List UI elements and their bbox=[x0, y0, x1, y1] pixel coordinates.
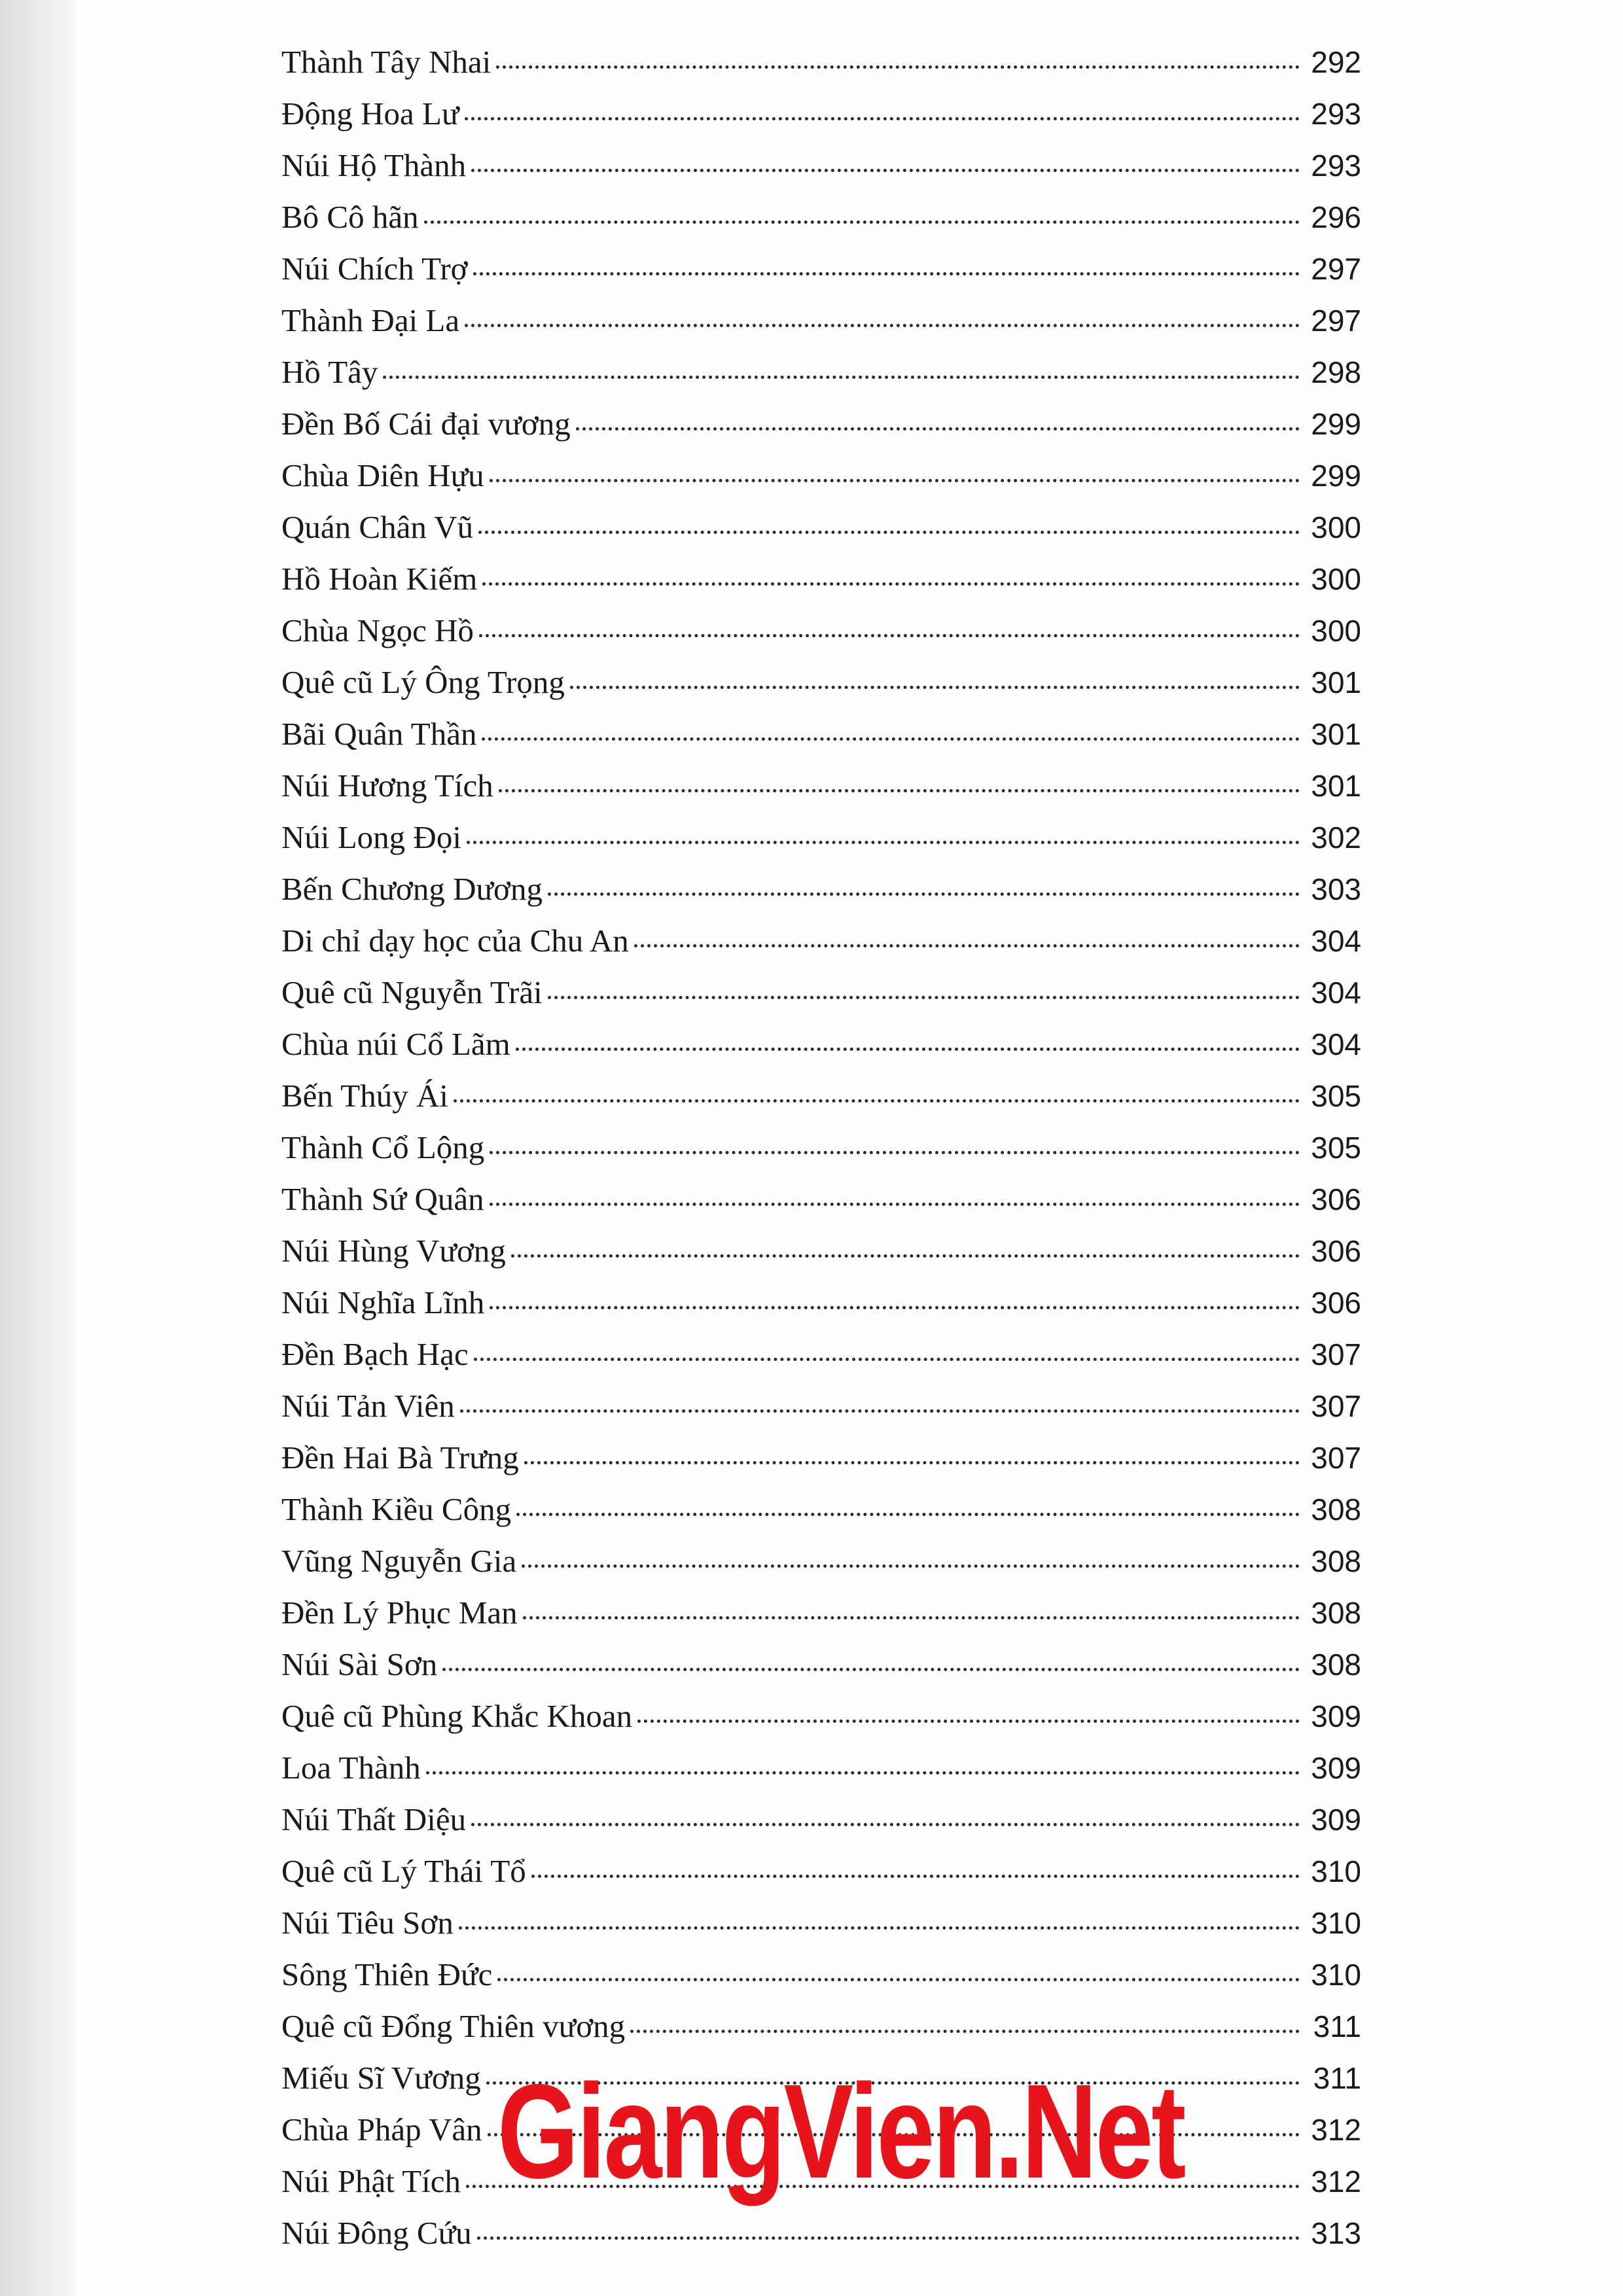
dot-leader bbox=[531, 1875, 1300, 1878]
toc-entry-page-number: 303 bbox=[1311, 872, 1361, 906]
toc-entry bbox=[281, 553, 1361, 605]
toc-entry-title: Chùa núi Cổ Lãm bbox=[281, 1026, 510, 1062]
toc-entry bbox=[281, 1535, 1361, 1587]
dot-leader bbox=[383, 376, 1300, 379]
toc-entry-page-number: 311 bbox=[1313, 2009, 1361, 2043]
dot-leader bbox=[516, 1513, 1300, 1516]
toc-entry-title: Quê cũ Phùng Khắc Khoan bbox=[281, 1698, 633, 1734]
toc-entry-title: Loa Thành bbox=[281, 1750, 421, 1786]
dot-leader bbox=[511, 1254, 1300, 1258]
toc-entry bbox=[281, 1483, 1361, 1535]
toc-entry-page-number: 308 bbox=[1311, 1596, 1361, 1630]
toc-entry-title: Hồ Tây bbox=[281, 354, 378, 390]
toc-entry bbox=[281, 1897, 1361, 1949]
toc-entry-page-number: 300 bbox=[1311, 562, 1361, 596]
toc-entry bbox=[281, 1949, 1361, 2000]
toc-entry bbox=[281, 2207, 1361, 2259]
toc-entry-title: Núi Hương Tích bbox=[281, 768, 493, 804]
toc-entry-page-number: 308 bbox=[1311, 1648, 1361, 1682]
toc-entry-title: Sông Thiên Đức bbox=[281, 1956, 493, 1992]
dot-leader bbox=[499, 789, 1300, 792]
toc-entry bbox=[281, 811, 1361, 863]
dot-leader bbox=[473, 272, 1300, 275]
toc-entry-title: Thành Cổ Lộng bbox=[281, 1129, 485, 1165]
dot-leader bbox=[454, 1099, 1300, 1103]
toc-entry bbox=[281, 1432, 1361, 1483]
dot-leader bbox=[465, 117, 1300, 120]
toc-entry-page-number: 300 bbox=[1311, 614, 1361, 648]
page-binding-edge bbox=[0, 0, 76, 2296]
toc-entry bbox=[281, 139, 1361, 191]
toc-entry-page-number: 306 bbox=[1311, 1182, 1361, 1216]
dot-leader bbox=[426, 1771, 1300, 1775]
dot-leader bbox=[490, 1151, 1300, 1154]
toc-entry-title: Vũng Nguyễn Gia bbox=[281, 1543, 517, 1579]
toc-entry bbox=[281, 1018, 1361, 1070]
toc-entry-title: Quê cũ Nguyễn Trãi bbox=[281, 974, 543, 1010]
toc-entry bbox=[281, 1277, 1361, 1328]
dot-leader bbox=[576, 427, 1300, 431]
toc-entry-title: Chùa Ngọc Hồ bbox=[281, 612, 474, 648]
toc-entry-title: Núi Thất Diệu bbox=[281, 1801, 467, 1837]
toc-entry-page-number: 307 bbox=[1311, 1389, 1361, 1423]
dot-leader bbox=[634, 944, 1300, 947]
toc-entry-title: Quê cũ Lý Ông Trọng bbox=[281, 664, 565, 700]
toc-entry bbox=[281, 915, 1361, 966]
toc-entry bbox=[281, 450, 1361, 501]
toc-entry bbox=[281, 88, 1361, 139]
toc-entry-title: Núi Tản Viên bbox=[281, 1388, 455, 1424]
toc-entry-page-number: 309 bbox=[1311, 1803, 1361, 1837]
toc-entry-title: Hồ Hoàn Kiếm bbox=[281, 561, 478, 597]
toc-entry-title: Chùa Diên Hựu bbox=[281, 457, 484, 493]
toc-entry-page-number: 305 bbox=[1311, 1131, 1361, 1165]
toc-entry-title: Núi Hộ Thành bbox=[281, 147, 467, 183]
toc-entry-page-number: 296 bbox=[1311, 200, 1361, 234]
dot-leader bbox=[471, 169, 1300, 172]
toc-entry-title: Núi Đông Cứu bbox=[281, 2215, 472, 2251]
dot-leader bbox=[630, 2030, 1300, 2033]
toc-entry bbox=[281, 243, 1361, 294]
toc-entry bbox=[281, 1070, 1361, 1122]
toc-entry-title: Quê cũ Đổng Thiên vương bbox=[281, 2008, 626, 2044]
toc-entry bbox=[281, 1587, 1361, 1638]
toc-entry-page-number: 299 bbox=[1311, 407, 1361, 441]
toc-entry bbox=[281, 191, 1361, 243]
dot-leader bbox=[482, 582, 1300, 586]
toc-entry-page-number: 297 bbox=[1311, 304, 1361, 338]
dot-leader bbox=[524, 1461, 1300, 1464]
toc-entry bbox=[281, 1122, 1361, 1173]
toc-entry bbox=[281, 1380, 1361, 1432]
toc-entry-page-number: 300 bbox=[1311, 510, 1361, 544]
toc-entry-page-number: 310 bbox=[1311, 1854, 1361, 1888]
toc-entry-title: Núi Nghĩa Lĩnh bbox=[281, 1284, 485, 1320]
toc-entry-page-number: 302 bbox=[1311, 821, 1361, 855]
toc-entry-page-number: 311 bbox=[1313, 2061, 1361, 2095]
toc-entry bbox=[281, 2000, 1361, 2052]
toc-entry bbox=[281, 656, 1361, 708]
toc-entry-page-number: 301 bbox=[1311, 717, 1361, 751]
toc-entry-title: Đền Hai Bà Trưng bbox=[281, 1439, 519, 1475]
toc-entry-title: Thành Đại La bbox=[281, 302, 460, 338]
dot-leader bbox=[496, 65, 1300, 69]
toc-entry-title: Bến Chương Dương bbox=[281, 871, 543, 907]
toc-entry-title: Đền Bạch Hạc bbox=[281, 1336, 469, 1372]
toc-entry bbox=[281, 966, 1361, 1018]
toc-entry-title: Núi Hùng Vương bbox=[281, 1233, 506, 1269]
toc-entry-page-number: 298 bbox=[1311, 355, 1361, 389]
toc-entry-page-number: 299 bbox=[1311, 459, 1361, 493]
toc-entry bbox=[281, 501, 1361, 553]
toc-entry bbox=[281, 36, 1361, 88]
toc-entry bbox=[281, 605, 1361, 656]
toc-entry-page-number: 308 bbox=[1311, 1544, 1361, 1578]
dot-leader bbox=[482, 737, 1300, 741]
toc-entry-title: Bãi Quân Thần bbox=[281, 716, 477, 752]
toc-entry-page-number: 312 bbox=[1311, 2164, 1361, 2199]
toc-entry-page-number: 307 bbox=[1311, 1441, 1361, 1475]
toc-entry bbox=[281, 346, 1361, 398]
toc-entry-page-number: 306 bbox=[1311, 1234, 1361, 1268]
toc-entry-title: Thành Tây Nhai bbox=[281, 44, 491, 80]
toc-entry-title: Bô Cô hãn bbox=[281, 199, 419, 235]
toc-entry-title: Thành Kiều Công bbox=[281, 1491, 512, 1527]
dot-leader bbox=[522, 1564, 1300, 1568]
toc-entry-title: Quê cũ Lý Thái Tổ bbox=[281, 1853, 526, 1889]
toc-entry-title: Quán Chân Vũ bbox=[281, 509, 474, 545]
toc-entry bbox=[281, 1328, 1361, 1380]
dot-leader bbox=[570, 686, 1300, 689]
dot-leader bbox=[548, 892, 1300, 896]
dot-leader bbox=[490, 1306, 1300, 1309]
toc-entry-title: Bến Thúy Ái bbox=[281, 1078, 448, 1114]
toc-entry-page-number: 310 bbox=[1311, 1906, 1361, 1940]
dot-leader bbox=[442, 1668, 1300, 1671]
toc-entry-page-number: 293 bbox=[1311, 97, 1361, 131]
toc-entry-page-number: 304 bbox=[1311, 924, 1361, 958]
toc-entry-page-number: 293 bbox=[1311, 149, 1361, 183]
dot-leader bbox=[474, 1358, 1300, 1361]
toc-entry-page-number: 305 bbox=[1311, 1079, 1361, 1113]
dot-leader bbox=[497, 1978, 1300, 1981]
dot-leader bbox=[637, 1720, 1300, 1723]
toc-entry-page-number: 310 bbox=[1311, 1958, 1361, 1992]
toc-entry-page-number: 301 bbox=[1311, 769, 1361, 803]
toc-entry-title: Đền Bố Cái đại vương bbox=[281, 406, 571, 442]
toc-entry bbox=[281, 398, 1361, 450]
toc-entry-page-number: 301 bbox=[1311, 665, 1361, 699]
toc-entry bbox=[281, 1173, 1361, 1225]
toc-entry-page-number: 307 bbox=[1311, 1337, 1361, 1371]
dot-leader bbox=[460, 1409, 1300, 1413]
toc-entry-page-number: 309 bbox=[1311, 1751, 1361, 1785]
toc-entry-page-number: 304 bbox=[1311, 1027, 1361, 1061]
dot-leader bbox=[490, 479, 1300, 482]
toc-entry-page-number: 313 bbox=[1311, 2216, 1361, 2250]
toc-entry bbox=[281, 1793, 1361, 1845]
table-of-contents bbox=[281, 36, 1361, 2259]
toc-entry-title: Chùa Pháp Vân bbox=[281, 2111, 482, 2147]
toc-entry bbox=[281, 294, 1361, 346]
dot-leader bbox=[467, 841, 1300, 844]
dot-leader bbox=[490, 1203, 1300, 1206]
toc-entry-title: Di chỉ dạy học của Chu An bbox=[281, 923, 629, 959]
dot-leader bbox=[424, 221, 1300, 224]
toc-entry bbox=[281, 1845, 1361, 1897]
dot-leader bbox=[548, 996, 1300, 999]
toc-entry-page-number: 304 bbox=[1311, 976, 1361, 1010]
watermark: GiangVien.Net bbox=[497, 2057, 1185, 2206]
toc-entry bbox=[281, 1638, 1361, 1690]
dot-leader bbox=[465, 324, 1300, 327]
dot-leader bbox=[479, 634, 1300, 637]
dot-leader bbox=[477, 2236, 1300, 2240]
dot-leader bbox=[523, 1616, 1300, 1619]
dot-leader bbox=[478, 531, 1300, 534]
toc-entry-title: Núi Tiêu Sơn bbox=[281, 1905, 454, 1941]
toc-entry bbox=[281, 708, 1361, 760]
toc-entry bbox=[281, 863, 1361, 915]
dot-leader bbox=[471, 1823, 1300, 1826]
dot-leader bbox=[459, 1926, 1300, 1930]
toc-entry bbox=[281, 1690, 1361, 1742]
toc-entry-title: Núi Phật Tích bbox=[281, 2163, 461, 2199]
toc-entry-page-number: 312 bbox=[1311, 2113, 1361, 2147]
toc-entry bbox=[281, 760, 1361, 811]
toc-entry bbox=[281, 1742, 1361, 1793]
dot-leader bbox=[516, 1048, 1300, 1051]
toc-entry-title: Núi Long Đọi bbox=[281, 819, 461, 855]
toc-entry-page-number: 308 bbox=[1311, 1492, 1361, 1527]
toc-entry-page-number: 306 bbox=[1311, 1286, 1361, 1320]
toc-entry-page-number: 292 bbox=[1311, 45, 1361, 79]
toc-entry-title: Núi Sài Sơn bbox=[281, 1646, 438, 1682]
toc-entry bbox=[281, 1225, 1361, 1277]
toc-entry-title: Đền Lý Phục Man bbox=[281, 1595, 518, 1631]
toc-entry-title: Núi Chích Trợ bbox=[281, 251, 468, 287]
toc-entry-page-number: 309 bbox=[1311, 1699, 1361, 1733]
toc-entry-title: Động Hoa Lư bbox=[281, 96, 459, 132]
toc-entry-page-number: 297 bbox=[1311, 252, 1361, 286]
toc-entry-title: Thành Sứ Quân bbox=[281, 1181, 484, 1217]
toc-entry-title: Miếu Sĩ Vương bbox=[281, 2060, 481, 2096]
